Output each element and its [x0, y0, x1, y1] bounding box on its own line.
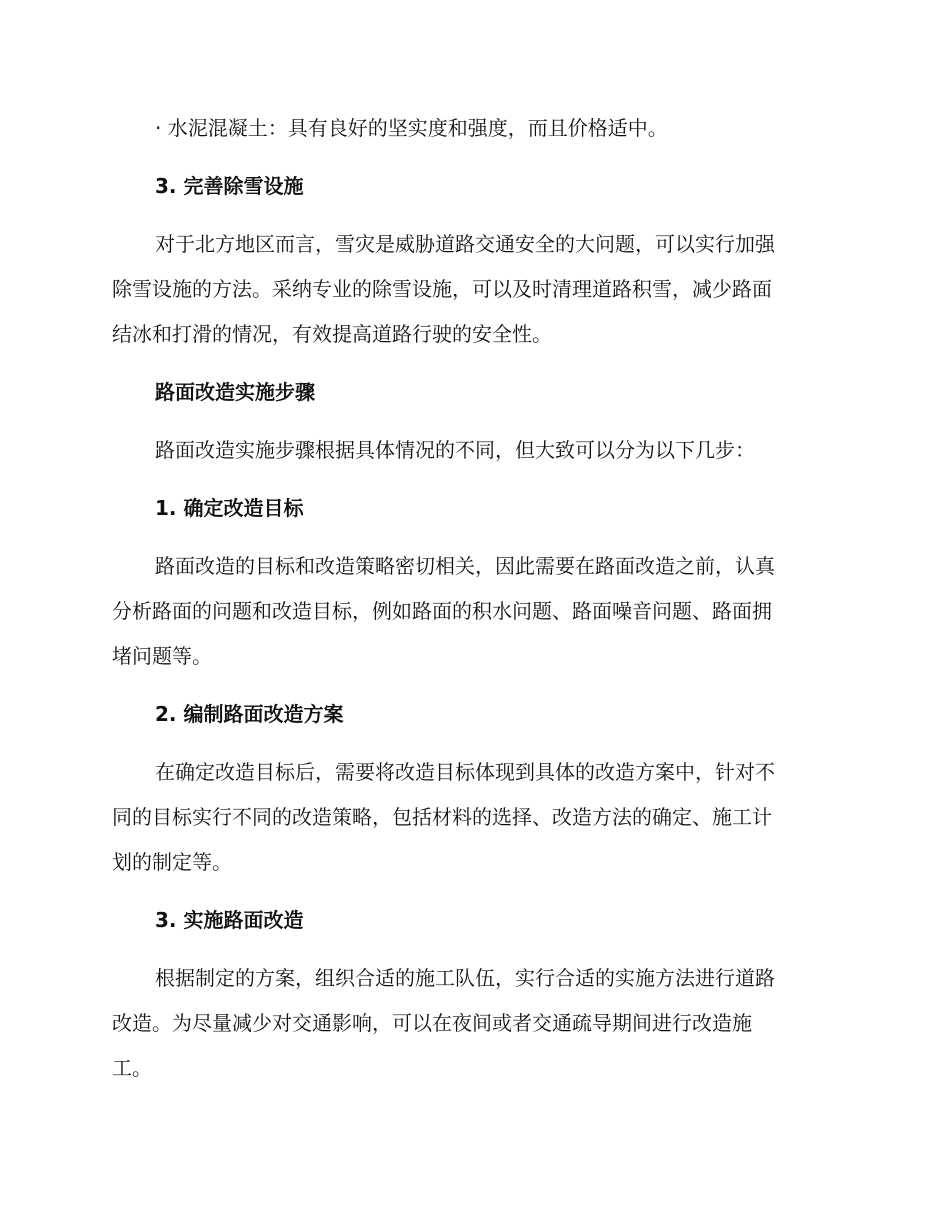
text-line: 在确定改造目标后，需要将改造目标体现到具体的改造方案中，针对不: [155, 760, 775, 784]
heading-text: 2. 编制路面改造方案: [155, 702, 344, 726]
text-line: 路面改造的目标和改造策略密切相关，因此需要在路面改造之前，认真: [155, 554, 775, 578]
text-line: 除雪设施的方法。采纳专业的除雪设施，可以及时清理道路积雪，减少路面: [112, 277, 772, 301]
section-heading: [112, 898, 832, 943]
paragraph: [112, 956, 832, 1091]
heading-text: 路面改造实施步骤: [155, 380, 315, 404]
section-heading: [112, 370, 832, 415]
heading-text: 3. 实施路面改造: [155, 908, 304, 932]
text-line: 改造。为尽量减少对交通影响，可以在夜间或者交通疏导期间进行改造施: [112, 1011, 752, 1035]
text-line: 对于北方地区而言，雪灾是威胁道路交通安全的大问题，可以实行加强: [155, 232, 775, 256]
section-heading: [112, 164, 832, 209]
text-line: 结冰和打滑的情况，有效提高道路行驶的安全性。: [112, 322, 552, 346]
paragraph: [112, 222, 832, 357]
text-line: 同的目标实行不同的改造策略，包括材料的选择、改造方法的确定、施工计: [112, 805, 772, 829]
text-line: 划的制定等。: [112, 850, 232, 874]
text-line: · 水泥混凝土：具有良好的坚实度和强度，而且价格适中。: [155, 116, 668, 140]
paragraph: [112, 750, 832, 885]
paragraph: [112, 428, 832, 473]
section-heading: [112, 692, 832, 737]
text-line: 根据制定的方案，组织合适的施工队伍，实行合适的实施方法进行道路: [155, 966, 775, 990]
bullet-item: [112, 106, 832, 151]
paragraph: [112, 544, 832, 679]
heading-text: 3. 完善除雪设施: [155, 174, 304, 198]
document-body: [112, 106, 832, 1091]
text-line: 分析路面的问题和改造目标，例如路面的积水问题、路面噪音问题、路面拥: [112, 599, 772, 623]
text-line: 路面改造实施步骤根据具体情况的不同，但大致可以分为以下几步：: [155, 438, 755, 462]
text-line: 工。: [112, 1056, 152, 1080]
heading-text: 1. 确定改造目标: [155, 496, 304, 520]
section-heading: [112, 486, 832, 531]
text-line: 堵问题等。: [112, 644, 212, 668]
